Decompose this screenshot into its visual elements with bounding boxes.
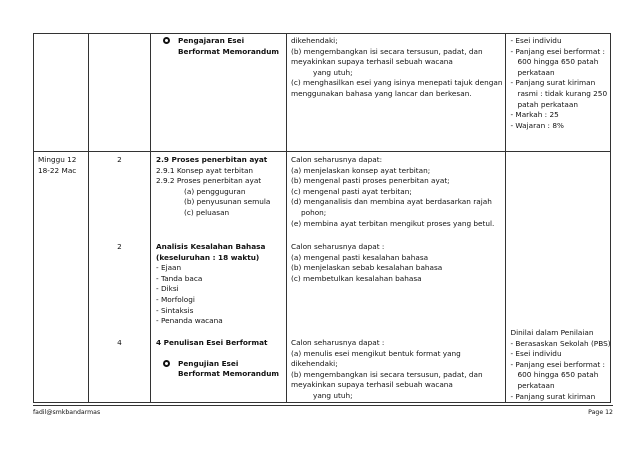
page-footer xyxy=(33,405,613,416)
topic-line: - Morfologi xyxy=(156,294,195,304)
topic-line: (a) pengguguran xyxy=(184,186,246,196)
hours-value: 4 xyxy=(117,338,122,347)
topic-line: - Penanda wacana xyxy=(156,316,223,326)
assessment-line: Dinilai dalam Penilaian xyxy=(510,328,594,337)
objective-line: Calon seharusnya dapat : xyxy=(291,338,385,347)
topic-cell xyxy=(151,152,287,403)
table-row xyxy=(34,34,611,152)
topic-line: - Sintaksis xyxy=(156,305,194,315)
topic-line: 2.9 Proses penerbitan ayat xyxy=(156,155,268,164)
objective-line: meyakinkan supaya terhasil sebuah wacana xyxy=(291,380,453,390)
assessment-line: - Markah : 25 xyxy=(510,110,559,120)
assessment-line: rasmi : tidak kurang 250 xyxy=(517,88,608,98)
objective-line: (b) mengembangkan isi secara tersusun, padat, dan xyxy=(291,46,483,56)
syllabus-table xyxy=(33,33,611,403)
topic-line: - Ejaan xyxy=(156,263,182,273)
objective-line: (c) mengenal pasti ayat terbitan; xyxy=(291,186,412,196)
objectives-cell xyxy=(287,152,506,403)
topic-line: 4 Penulisan Esei Berformat xyxy=(156,338,268,347)
assessment-line: - Esei individu xyxy=(510,349,562,359)
topic-line: Pengajaran Esei xyxy=(178,36,245,45)
topic-line: Pengujian Esei xyxy=(178,358,239,368)
assessment-line: - Panjang surat kiriman xyxy=(510,391,596,401)
objective-line: dikehendaki; xyxy=(291,359,338,369)
objective-line: (c) membetulkan kesalahan bahasa xyxy=(291,273,422,283)
bullet-icon xyxy=(163,360,170,367)
footer-email: fadil@smkbandarmas xyxy=(33,409,101,416)
hours-value: 2 xyxy=(117,155,122,164)
objective-line: (a) menulis esei mengikut bentuk format yang xyxy=(291,348,461,358)
week-label: Minggu 12 xyxy=(38,155,77,164)
table-row xyxy=(34,152,611,403)
objective-line: (b) mengembangkan isi secara tersusun, padat, dan xyxy=(291,369,483,379)
hours-cell xyxy=(89,152,151,403)
assessment-line: 600 hingga 650 patah xyxy=(517,57,599,67)
objective-line: (a) mengenal pasti kesalahan bahasa xyxy=(291,252,429,262)
week-dates: 18-22 Mac xyxy=(38,165,77,175)
assessment-cell xyxy=(506,152,611,403)
assessment-line: - Panjang esei berformat : xyxy=(510,46,606,56)
objective-line: yang utuh; xyxy=(313,390,353,400)
topic-line: (b) penyusunan semula xyxy=(184,197,271,207)
week-cell xyxy=(34,152,89,403)
objective-line: menggunakan bahasa yang lancar dan berkesan. xyxy=(291,88,472,98)
hours-cell xyxy=(89,34,151,152)
objective-line: Calon seharusnya dapat : xyxy=(291,242,385,251)
objective-line: pohon; xyxy=(301,207,327,217)
assessment-line: perkataan xyxy=(517,380,555,390)
topic-line: Analisis Kesalahan Bahasa xyxy=(156,242,266,251)
assessment-line: 600 hingga 650 patah xyxy=(517,370,599,380)
topic-line: Berformat Memorandum xyxy=(178,369,280,379)
topic-line: - Diksi xyxy=(156,284,179,294)
bullet-icon xyxy=(163,37,170,44)
assessment-line: - Panjang surat kiriman xyxy=(510,78,596,88)
page-number: Page 12 xyxy=(588,409,613,416)
topic-cell xyxy=(151,34,287,152)
objective-line: dikehendaki; xyxy=(291,36,338,45)
assessment-line: - Berasaskan Sekolah (PBS) xyxy=(510,338,611,348)
topic-line: (keseluruhan : 18 waktu) xyxy=(156,252,260,262)
assessment-line: - Panjang esei berformat : xyxy=(510,359,606,369)
objective-line: (b) mengenal pasti proses penerbitan ayat; xyxy=(291,176,450,186)
objective-line: Calon seharusnya dapat: xyxy=(291,155,383,164)
objective-line: (b) menjelaskan sebab kesalahan bahasa xyxy=(291,263,443,273)
assessment-line: - Esei individu xyxy=(510,36,562,45)
objective-line: meyakinkan supaya terhasil sebuah wacana xyxy=(291,57,453,67)
topic-line: 2.9.2 Proses penerbitan ayat xyxy=(156,176,262,186)
objectives-cell xyxy=(287,34,506,152)
objective-line: (d) menganalisis dan membina ayat berdasarkan rajah xyxy=(291,197,492,207)
assessment-line: patah perkataan xyxy=(517,99,578,109)
objective-line: (e) membina ayat terbitan mengikut proses yang betul. xyxy=(291,218,495,228)
objective-line: (c) menghasilkan esei yang isinya menepati tajuk dengan xyxy=(291,78,503,88)
objective-line: yang utuh; xyxy=(313,67,353,77)
hours-value: 2 xyxy=(117,242,122,251)
assessment-line: perkataan xyxy=(517,67,555,77)
topic-line: - Tanda baca xyxy=(156,273,203,283)
week-cell xyxy=(34,34,89,152)
topic-line: 2.9.1 Konsep ayat terbitan xyxy=(156,165,254,175)
topic-line: (c) peluasan xyxy=(184,207,230,217)
assessment-line: - Wajaran : 8% xyxy=(510,120,564,130)
topic-line: Berformat Memorandum xyxy=(178,46,280,56)
assessment-cell xyxy=(506,34,611,152)
objective-line: (a) menjelaskan konsep ayat terbitan; xyxy=(291,165,431,175)
